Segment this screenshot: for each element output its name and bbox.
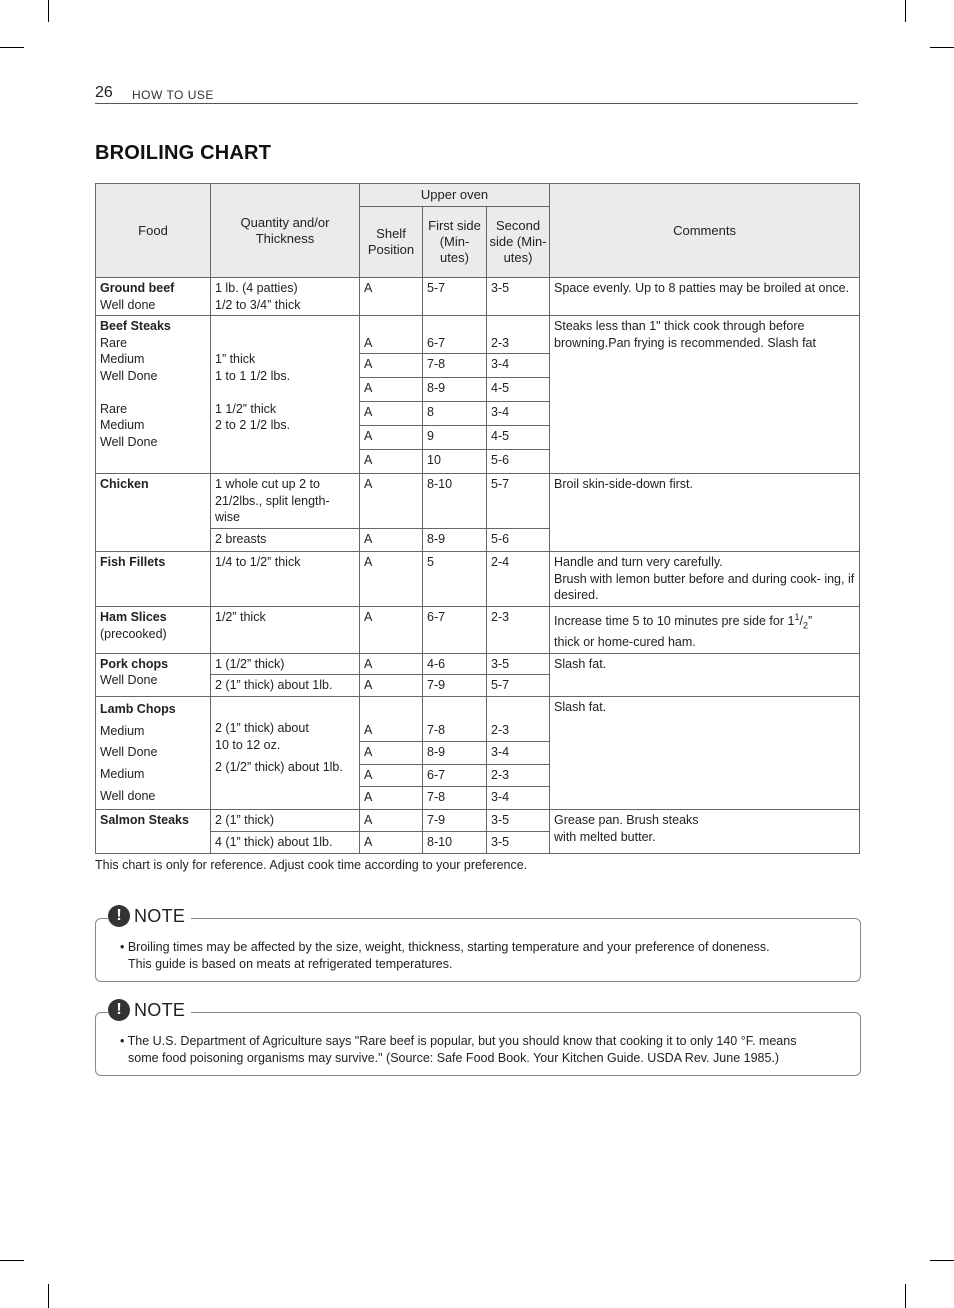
comment-cell: Broil skin-side-down first. — [550, 474, 860, 552]
crop-mark-top-left-h — [0, 47, 24, 48]
comment-cell — [550, 552, 860, 607]
header-comments: Comments — [550, 184, 860, 278]
food-note: (precooked) — [100, 626, 167, 641]
broiling-chart-table — [95, 183, 860, 854]
comment-cell — [550, 810, 860, 854]
shelf-cell: A — [360, 316, 423, 354]
quantity-cell: 2 breasts — [211, 529, 360, 552]
second-side-cell: 2-3 — [487, 697, 550, 742]
quantity-text: 2 to 2 1/2 lbs. — [215, 418, 291, 432]
note-header — [108, 905, 191, 927]
first-side-cell: 8-9 — [423, 378, 487, 402]
crop-mark-top-right-v — [905, 0, 906, 22]
quantity-text: 10 to 12 oz. — [215, 737, 281, 752]
food-name: Lamb Chops — [100, 702, 176, 717]
first-side-cell: 6-7 — [423, 316, 487, 354]
first-side-cell: 7-8 — [423, 354, 487, 378]
food-doneness: Well Done — [100, 745, 158, 760]
comment-cell: Slash fat. — [550, 697, 860, 810]
table-row — [96, 653, 860, 675]
shelf-cell: A — [360, 529, 423, 552]
note-box — [95, 999, 861, 1076]
shelf-cell: A — [360, 378, 423, 402]
quantity-cell: 1 (1/2” thick) — [211, 653, 360, 675]
first-side-cell: 7-9 — [423, 675, 487, 697]
food-doneness: Medium — [100, 766, 145, 781]
second-side-cell: 5-7 — [487, 675, 550, 697]
table-row — [96, 810, 860, 832]
quantity-cell: 4 (1” thick) about 1lb. — [211, 832, 360, 854]
header-rule — [95, 103, 858, 104]
quantity-text: 1” thick — [215, 352, 256, 366]
second-side-cell: 3-5 — [487, 832, 550, 854]
food-doneness: Well done — [100, 788, 156, 803]
food-name: Ground beef — [100, 281, 175, 295]
food-doneness: Well Done — [100, 368, 158, 383]
food-cell — [96, 552, 211, 607]
first-side-cell: 7-8 — [423, 697, 487, 742]
food-doneness: Rare — [100, 401, 128, 416]
note-box — [95, 905, 861, 982]
table-row — [96, 316, 860, 354]
food-doneness: Rare — [100, 335, 128, 350]
chart-footnote: This chart is only for reference. Adjust cook time according to your preference. — [95, 858, 528, 872]
second-side-cell: 5-6 — [487, 529, 550, 552]
first-side-cell: 7-8 — [423, 787, 487, 810]
header-upper-oven: Upper oven — [360, 184, 550, 207]
shelf-cell: A — [360, 787, 423, 810]
quantity-cell: 1 whole cut up 2 to 21/2lbs., split length- wise — [211, 474, 360, 529]
table-row — [96, 607, 860, 654]
fraction-denominator: 2 — [802, 620, 808, 631]
food-cell — [96, 316, 211, 474]
crop-mark-top-right-h — [930, 47, 954, 48]
first-side-cell: 6-7 — [423, 607, 487, 654]
quantity-cell: 2 (1” thick) about 1lb. — [211, 675, 360, 697]
food-doneness: Medium — [100, 352, 145, 366]
note-text — [120, 1033, 850, 1066]
comment-text: Increase time 5 to 10 minutes pre side for 1 — [554, 614, 795, 629]
table-row — [96, 697, 860, 742]
comment-text: Brush with lemon butter before and during cook- ing, if desired. — [554, 571, 855, 602]
quantity-cell: 2 (1” thick) — [211, 810, 360, 832]
first-side-cell: 5-7 — [423, 278, 487, 316]
first-side-cell: 7-9 — [423, 810, 487, 832]
food-name: Pork chops — [100, 656, 169, 671]
food-cell — [96, 607, 211, 654]
food-name: Fish Fillets — [100, 555, 166, 569]
comment-cell: Slash fat. — [550, 653, 860, 697]
note-line: • The U.S. Department of Agriculture says "Rare beef is popular, but you should know that cooking it to only 140 °F. means — [120, 1034, 797, 1048]
note-header — [108, 999, 191, 1021]
food-name: Chicken — [100, 477, 149, 491]
shelf-cell: A — [360, 741, 423, 764]
header-second-side: Second side (Min- utes) — [487, 207, 550, 278]
food-cell — [96, 653, 211, 697]
second-side-cell: 3-4 — [487, 741, 550, 764]
first-side-cell: 5 — [423, 552, 487, 607]
table-row — [96, 278, 860, 316]
shelf-cell: A — [360, 402, 423, 426]
quantity-text: 1 lb. (4 patties) — [215, 281, 298, 295]
header-first-side: First side (Min- utes) — [423, 207, 487, 278]
note-line: some food poisoning organisms may survive." (Source: Safe Food Book. Your Kitchen Guide. USDA Rev. June 1985.) — [128, 1050, 780, 1065]
quantity-text: 2 (1” thick) about — [215, 721, 309, 736]
shelf-cell: A — [360, 653, 423, 675]
second-side-cell: 3-5 — [487, 810, 550, 832]
shelf-cell: A — [360, 474, 423, 529]
quantity-text: 1 to 1 1/2 lbs. — [215, 368, 291, 383]
first-side-cell: 8-9 — [423, 529, 487, 552]
food-name: Salmon Steaks — [100, 813, 189, 828]
page-number: 26 — [95, 84, 113, 101]
second-side-cell: 4-5 — [487, 378, 550, 402]
quantity-text: 2 (1/2” thick) about 1lb. — [215, 760, 343, 775]
header-food: Food — [96, 184, 211, 278]
comment-cell: Space evenly. Up to 8 patties may be broiled at once. — [550, 278, 860, 316]
crop-mark-top-left-v — [48, 0, 49, 22]
food-name: Beef Steaks — [100, 319, 171, 333]
shelf-cell: A — [360, 426, 423, 450]
first-side-cell: 4-6 — [423, 653, 487, 675]
second-side-cell: 5-7 — [487, 474, 550, 529]
shelf-cell: A — [360, 354, 423, 378]
second-side-cell: 5-6 — [487, 450, 550, 474]
second-side-cell: 4-5 — [487, 426, 550, 450]
quantity-cell — [211, 697, 360, 810]
section-label: HOW TO USE — [132, 88, 214, 102]
note-line: • Broiling times may be affected by the size, weight, thickness, starting temperature and your preference of doneness. — [120, 940, 770, 954]
note-line: This guide is based on meats at refrigerated temperatures. — [128, 956, 453, 971]
note-label: NOTE — [134, 905, 186, 926]
shelf-cell: A — [360, 832, 423, 854]
shelf-cell: A — [360, 764, 423, 786]
shelf-cell: A — [360, 607, 423, 654]
first-side-cell: 8 — [423, 402, 487, 426]
shelf-cell: A — [360, 552, 423, 607]
crop-mark-bottom-left-h — [0, 1260, 24, 1261]
shelf-cell: A — [360, 675, 423, 697]
note-label: NOTE — [134, 999, 186, 1020]
quantity-cell — [211, 278, 360, 316]
comment-cell: Increase time 5 to 10 minutes pre side for $1^1/_2$” thick or home-cured ham. — [550, 607, 860, 654]
food-name: Ham Slices — [100, 610, 167, 624]
comment-cell: Steaks less than 1" thick cook through before browning.Pan frying is recommended. Slash fat — [550, 316, 860, 474]
food-doneness: Well Done — [100, 434, 158, 449]
food-doneness: Medium — [100, 418, 145, 432]
shelf-cell: A — [360, 278, 423, 316]
food-cell — [96, 697, 211, 810]
second-side-cell: 2-3 — [487, 607, 550, 654]
first-side-cell: 8-10 — [423, 474, 487, 529]
food-doneness: Well Done — [100, 673, 158, 688]
second-side-cell: 2-3 — [487, 764, 550, 786]
exclamation-icon: ! — [108, 905, 130, 927]
header-row-1 — [96, 184, 860, 207]
note-text — [120, 939, 850, 972]
comment-text: ” — [807, 614, 813, 629]
first-side-cell: 9 — [423, 426, 487, 450]
first-side-cell: 6-7 — [423, 764, 487, 786]
food-cell — [96, 278, 211, 316]
first-side-cell: 8-10 — [423, 832, 487, 854]
quantity-text: 1/2 to 3/4” thick — [215, 297, 301, 312]
first-side-cell: 10 — [423, 450, 487, 474]
shelf-cell: A — [360, 810, 423, 832]
quantity-cell: 1/4 to 1/2” thick — [211, 552, 360, 607]
exclamation-icon: ! — [108, 999, 130, 1021]
second-side-cell: 2-4 — [487, 552, 550, 607]
comment-text: thick or home-cured ham. — [554, 635, 696, 650]
food-doneness: Well done — [100, 297, 156, 312]
quantity-cell: 1/2” thick — [211, 607, 360, 654]
second-side-cell: 3-5 — [487, 653, 550, 675]
crop-mark-bottom-right-v — [905, 1284, 906, 1308]
quantity-text: 1 1/2” thick — [215, 401, 277, 416]
shelf-cell: A — [360, 697, 423, 742]
food-cell — [96, 810, 211, 854]
comment-text: with melted butter. — [554, 829, 656, 844]
table-row — [96, 474, 860, 529]
second-side-cell: 3-4 — [487, 354, 550, 378]
second-side-cell: 2-3 — [487, 316, 550, 354]
page-title: BROILING CHART — [95, 142, 272, 164]
header-shelf: Shelf Position — [360, 207, 423, 278]
shelf-cell: A — [360, 450, 423, 474]
header-quantity: Quantity and/or Thickness — [211, 184, 360, 278]
first-side-cell: 8-9 — [423, 741, 487, 764]
food-cell — [96, 474, 211, 552]
fraction-numerator: 1 — [794, 612, 800, 622]
quantity-cell — [211, 316, 360, 474]
comment-text: Handle and turn very carefully. — [554, 555, 723, 569]
second-side-cell: 3-5 — [487, 278, 550, 316]
comment-text: Grease pan. Brush steaks — [554, 813, 699, 828]
second-side-cell: 3-4 — [487, 402, 550, 426]
crop-mark-bottom-right-h — [930, 1260, 954, 1261]
food-doneness: Medium — [100, 723, 145, 738]
second-side-cell: 3-4 — [487, 787, 550, 810]
table-row — [96, 552, 860, 607]
crop-mark-bottom-left-v — [48, 1284, 49, 1308]
